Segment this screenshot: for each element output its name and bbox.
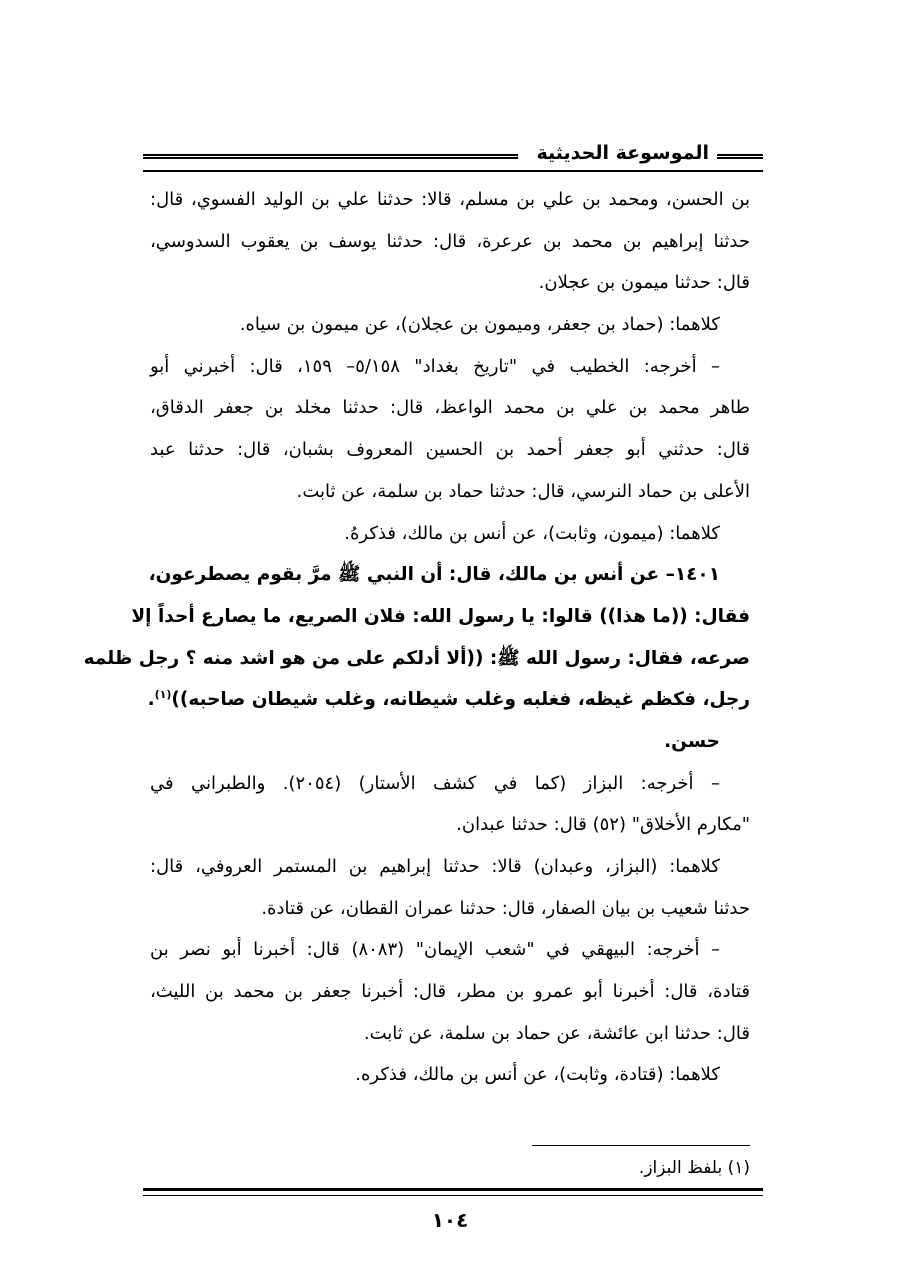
- header-title: الموسوعة الحديثية: [531, 142, 716, 164]
- footer-rule-thick: [143, 1188, 763, 1191]
- body-text: [83, 179, 750, 1096]
- text-line: حدثنا إبراهيم بن محمد بن عرعرة، قال: حدثنا يوسف بن يعقوب السدوسي،: [150, 230, 750, 252]
- text-line: بن الحسن، ومحمد بن علي بن مسلم، قالا: حدثنا علي بن الوليد الفسوي، قال:: [150, 189, 750, 210]
- text-line: "مكارم الأخلاق" (٥٢) قال: حدثنا عبدان.: [456, 814, 750, 836]
- text-line: الأعلى بن حماد النرسي، قال: حدثنا حماد بن سلمة، عن ثابت.: [296, 480, 750, 502]
- text-line: كلاهما: (قتادة، وثابت)، عن أنس بن مالك، فذكره.: [355, 1064, 720, 1086]
- text-line: قتادة، قال: أخبرنا أبو عمرو بن مطر، قال: أخبرنا جعفر بن محمد بن الليث،: [150, 981, 750, 1003]
- text-line: قال: حدثنا ميمون بن عجلان.: [538, 272, 750, 294]
- text-line: كلاهما: (ميمون، وثابت)، عن أنس بن مالك، فذكرهُ.: [344, 522, 720, 544]
- text-line: كلاهما: (البزاز، وعبدان) قالا: حدثنا إبراهيم بن المستمر العروفي، قال:: [150, 856, 720, 877]
- footnote-reference: (١): [154, 688, 172, 702]
- hadith-line: صرعه، فقال: رسول الله ﷺ: ((ألا أدلكم على من هو اشد منه ؟ رجل ظلمه: [83, 647, 750, 669]
- header-rule: [143, 170, 763, 172]
- hadith-line: ١٤٠١– عن أنس بن مالك، قال: أن النبي ﷺ مرَّ بقوم يصطرعون،: [148, 564, 720, 586]
- footnote-separator: [532, 1145, 750, 1146]
- text-line: – أخرجه: البزاز (كما في كشف الأستار) (٢٠٥٤). والطبراني في: [150, 772, 720, 794]
- header-ornament-left: [143, 154, 518, 159]
- footnote: (١) بلفظ البزاز.: [638, 1158, 750, 1178]
- text-line: قال: حدثنا ابن عائشة، عن حماد بن سلمة، عن ثابت.: [363, 1022, 750, 1044]
- text-line: قال: حدثني أبو جعفر أحمد بن الحسين المعروف بشبان، قال: حدثنا عبد: [150, 439, 750, 461]
- running-header: [143, 140, 763, 170]
- text-line: طاهر محمد بن علي بن محمد الواعظ، قال: حدثنا مخلد بن جعفر الدقاق،: [150, 397, 750, 419]
- hadith-line: رجل، فكظم غيظه، فغلبه وغلب شيطانه، وغلب شيطان صاحبه))$^{(١)}$.: [147, 688, 750, 711]
- text-line: حدثنا شعيب بن بيان الصفار، قال: حدثنا عمران القطان، عن قتادة.: [261, 897, 750, 919]
- header-ornament-right: [717, 154, 763, 159]
- text-line: – أخرجه: البيهقي في "شعب الإيمان" (٨٠٨٣) قال: أخبرنا أبو نصر بن: [150, 939, 720, 961]
- page-number: ١٠٤: [431, 1208, 469, 1232]
- hadith-line-text: رجل، فكظم غيظه، فغلبه وغلب شيطانه، وغلب شيطان صاحبه)): [171, 689, 750, 711]
- grading-line: حسن.: [664, 730, 720, 752]
- text-line: كلاهما: (حماد بن جعفر، وميمون بن عجلان)، عن ميمون بن سياه.: [239, 314, 720, 336]
- text-line: – أخرجه: الخطيب في "تاريخ بغداد" ٥/١٥٨– ١٥٩، قال: أخبرني أبو: [150, 355, 720, 377]
- hadith-line: فقال: ((ما هذا)) قالوا: يا رسول الله: فلان الصريع، ما يصارع أحداً إلا: [131, 605, 750, 627]
- footer-rule-thin: [143, 1195, 763, 1196]
